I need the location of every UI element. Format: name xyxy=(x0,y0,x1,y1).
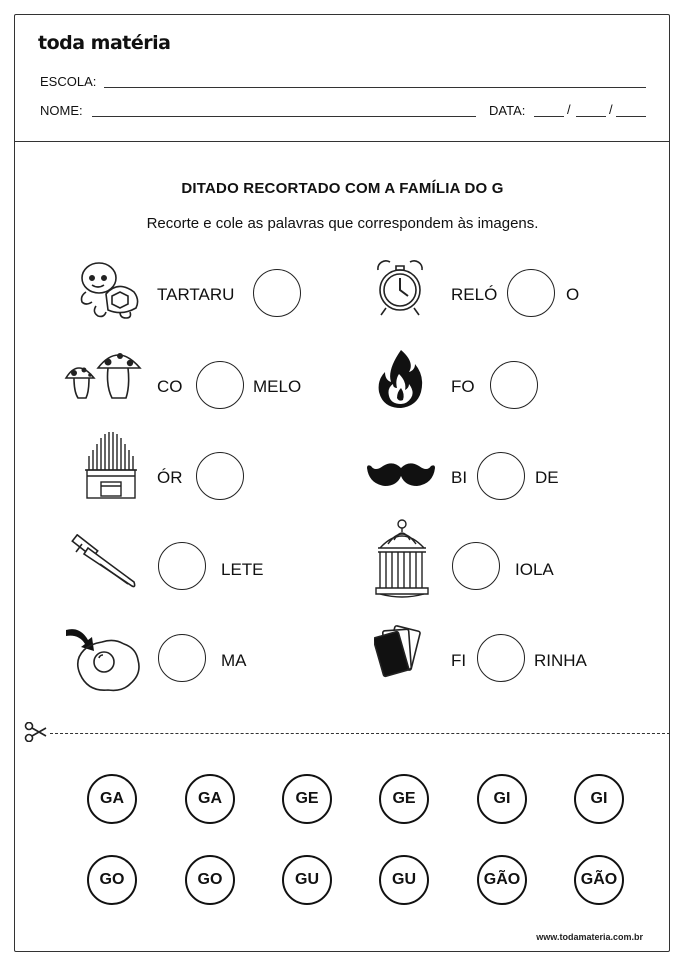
answer-slot[interactable] xyxy=(452,542,500,590)
school-field[interactable] xyxy=(104,87,646,88)
syllable-tile[interactable]: GA xyxy=(87,774,137,824)
date-month-field[interactable] xyxy=(576,116,606,117)
mustache-icon xyxy=(366,460,436,490)
answer-slot[interactable] xyxy=(507,269,555,317)
answer-slot[interactable] xyxy=(477,452,525,500)
word-fragment: O xyxy=(566,285,580,304)
syllable-tile[interactable]: GO xyxy=(185,855,235,905)
mushroom-icon xyxy=(62,348,142,404)
turtle-icon xyxy=(76,258,142,322)
syllable-tile[interactable]: GU xyxy=(282,855,332,905)
syllable-tile[interactable]: GA xyxy=(185,774,235,824)
name-field[interactable] xyxy=(92,116,476,117)
word-fragment: FI xyxy=(451,651,467,670)
school-label: ESCOLA: xyxy=(40,74,97,89)
date-label: DATA: xyxy=(489,103,526,118)
word-fragment: RINHA xyxy=(534,651,587,670)
syllable-tile[interactable]: GÃO xyxy=(574,855,624,905)
alarm-clock-icon xyxy=(374,258,426,318)
syllable-tile[interactable]: GU xyxy=(379,855,429,905)
cut-line xyxy=(50,733,670,734)
answer-slot[interactable] xyxy=(477,634,525,682)
word-fragment: CO xyxy=(157,377,183,396)
pipe-organ-icon xyxy=(83,430,139,500)
date-year-field[interactable] xyxy=(616,116,646,117)
name-label: NOME: xyxy=(40,103,83,118)
word-fragment: TARTARU xyxy=(157,285,235,304)
date-separator: / xyxy=(567,102,571,117)
syllable-tile[interactable]: GI xyxy=(574,774,624,824)
header-divider xyxy=(14,141,670,142)
answer-slot[interactable] xyxy=(158,634,206,682)
word-fragment: FO xyxy=(451,377,475,396)
answer-slot[interactable] xyxy=(196,361,244,409)
answer-slot[interactable] xyxy=(253,269,301,317)
syllable-tile[interactable]: GÃO xyxy=(477,855,527,905)
answer-slot[interactable] xyxy=(490,361,538,409)
word-fragment: ÓR xyxy=(157,468,183,487)
birdcage-icon xyxy=(374,518,430,600)
word-fragment: MA xyxy=(221,651,247,670)
word-fragment: BI xyxy=(451,468,468,487)
word-fragment: MELO xyxy=(253,377,302,396)
date-separator: / xyxy=(609,102,613,117)
word-fragment: RELÓ xyxy=(451,285,498,304)
instructions: Recorte e cole as palavras que correspondem às imagens. xyxy=(146,215,539,232)
date-day-field[interactable] xyxy=(534,116,564,117)
word-fragment: LETE xyxy=(221,560,264,579)
scissors-icon xyxy=(24,722,48,742)
syllable-tile[interactable]: GE xyxy=(379,774,429,824)
syllable-tile[interactable]: GO xyxy=(87,855,137,905)
footer-url: www.todamateria.com.br xyxy=(536,932,643,942)
syllable-tile[interactable]: GE xyxy=(282,774,332,824)
answer-slot[interactable] xyxy=(158,542,206,590)
word-fragment: IOLA xyxy=(515,560,554,579)
cards-icon xyxy=(374,622,430,682)
brand-logo: toda matéria xyxy=(38,32,171,54)
razor-icon xyxy=(70,534,140,592)
syllable-tile[interactable]: GI xyxy=(477,774,527,824)
fire-icon xyxy=(377,348,425,410)
word-fragment: DE xyxy=(535,468,559,487)
page-title: DITADO RECORTADO COM A FAMÍLIA DO G xyxy=(181,180,504,197)
answer-slot[interactable] xyxy=(196,452,244,500)
fried-egg-icon xyxy=(64,624,146,694)
